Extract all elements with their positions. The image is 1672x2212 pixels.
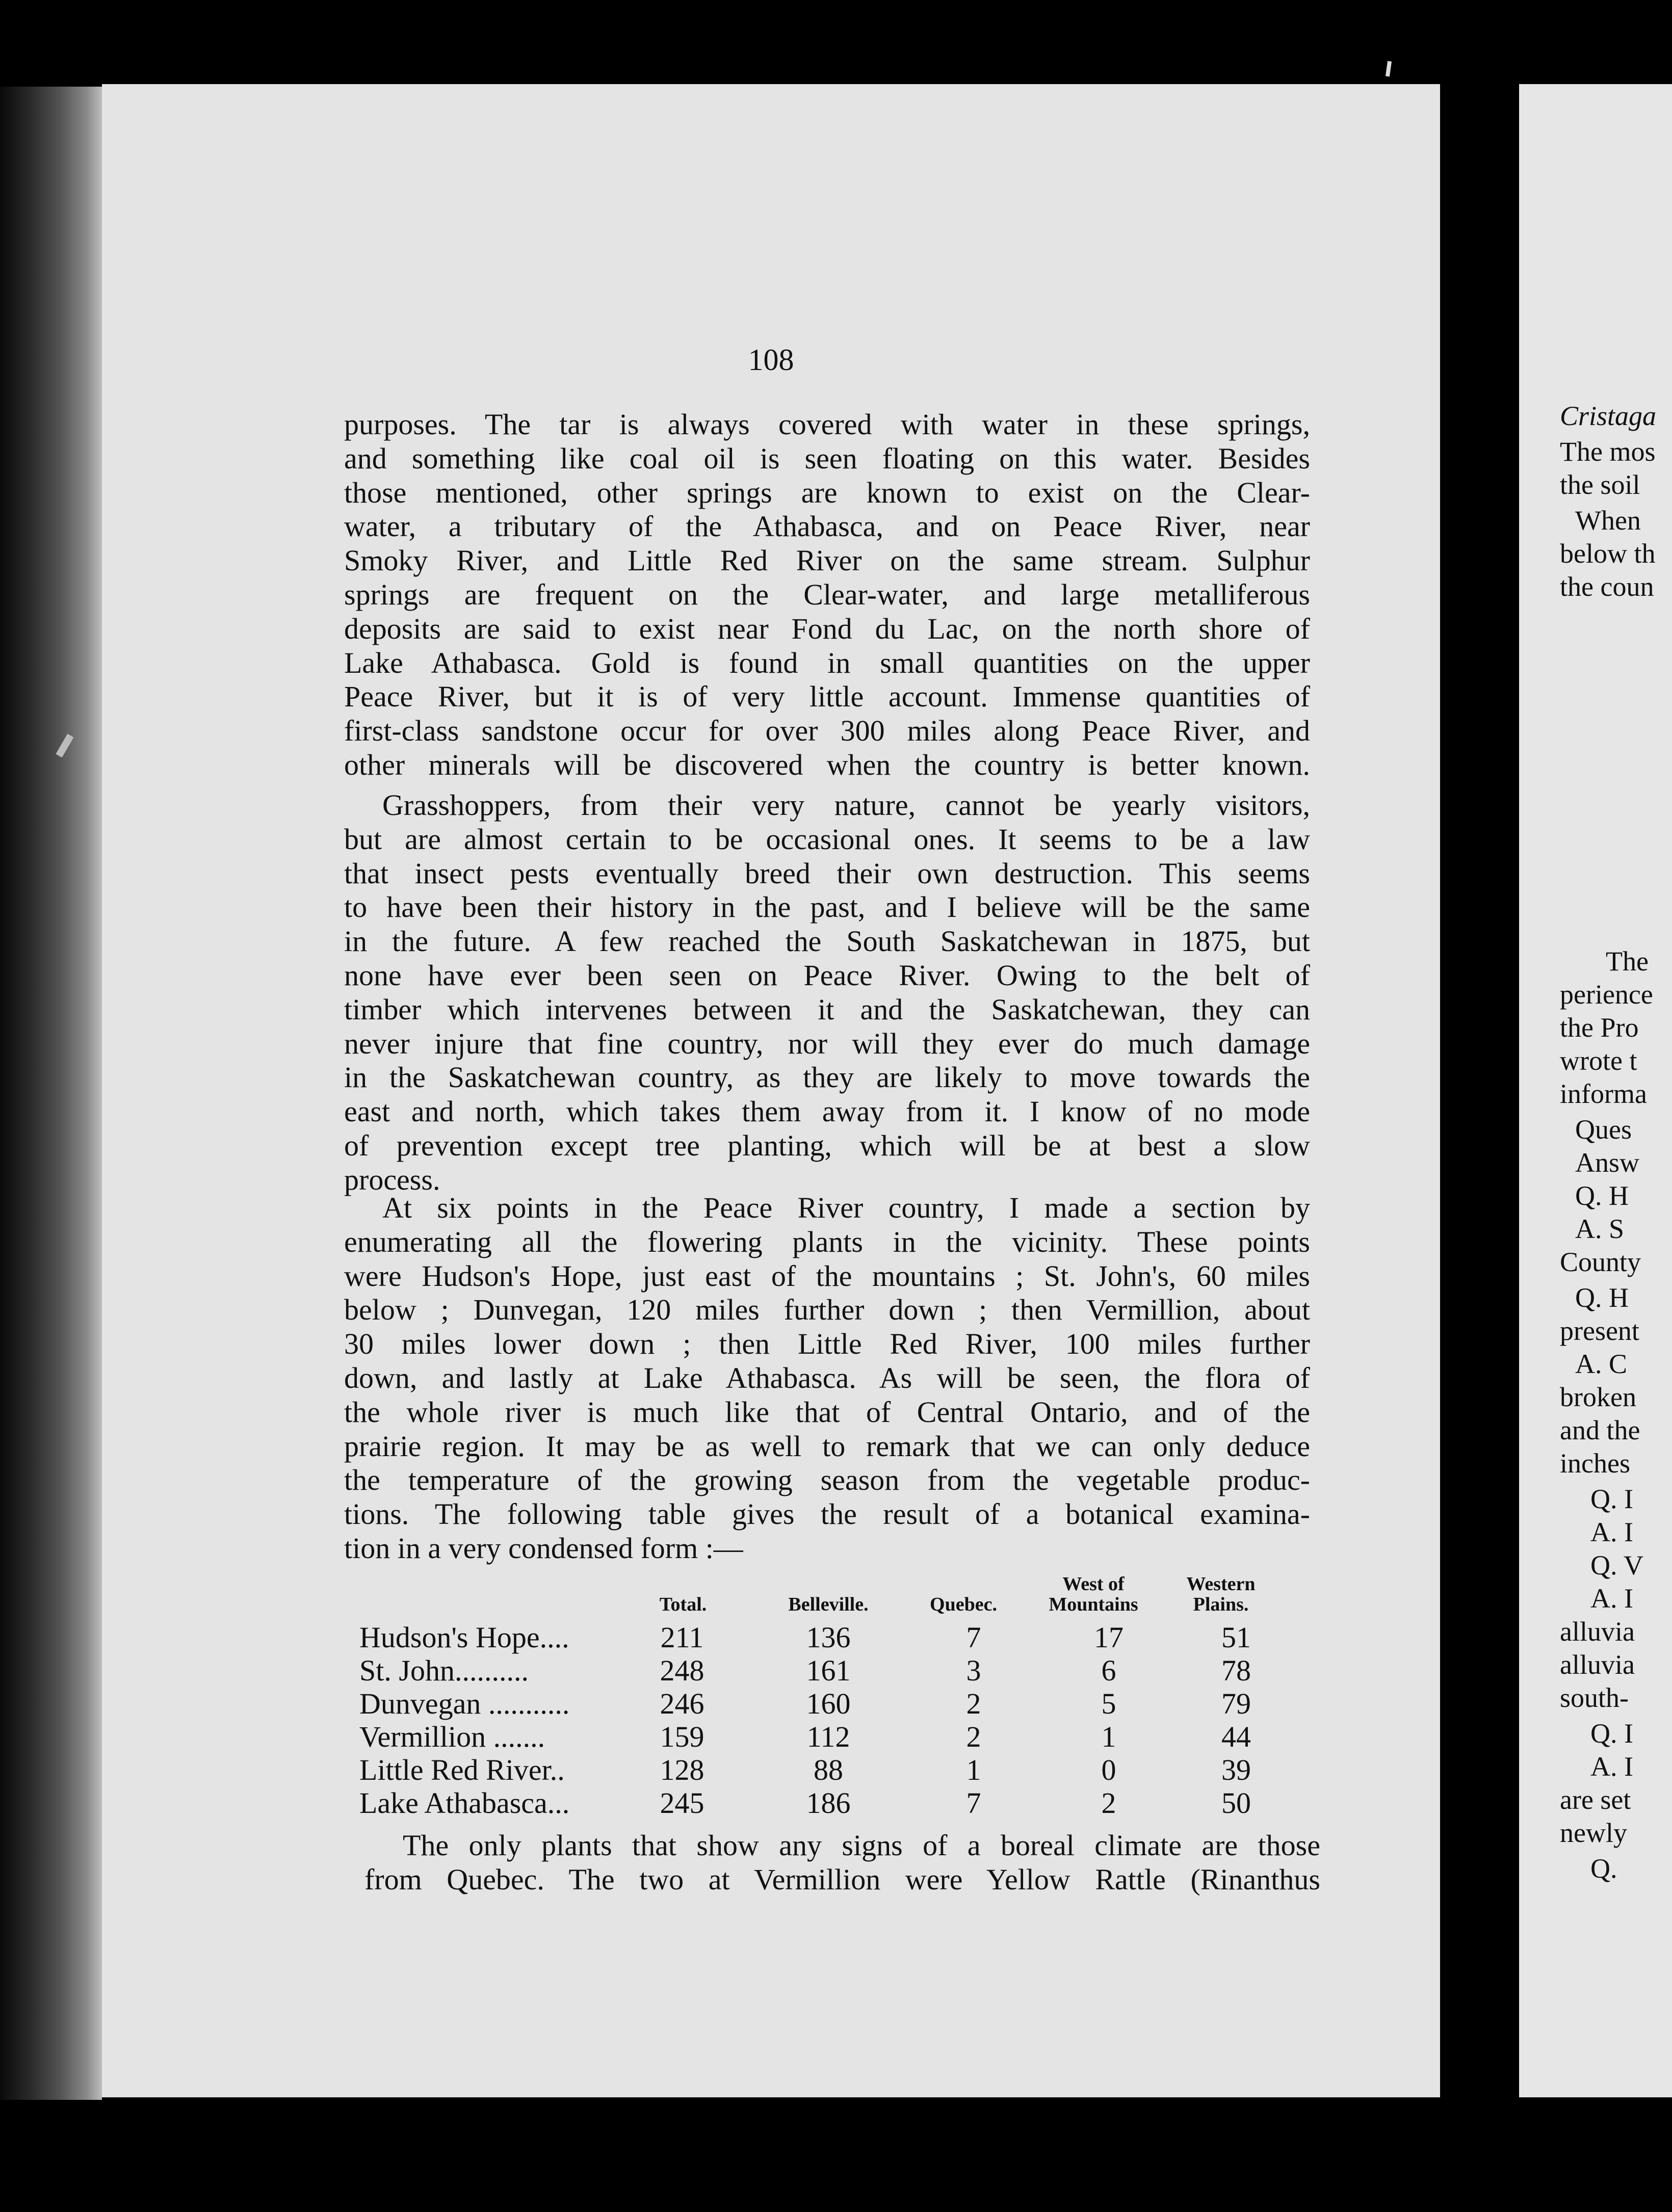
text-line: 30 miles lower down ; then Little Red River, 100 miles further <box>344 1327 1310 1361</box>
right-page-fragment: wrote t <box>1560 1045 1637 1076</box>
right-page-fragment: Q. H <box>1575 1282 1629 1313</box>
right-page-fragment: and the <box>1560 1415 1640 1445</box>
table-header-quebec: Quebec. <box>930 1594 997 1615</box>
right-page-fragment: south- <box>1560 1682 1629 1713</box>
right-page-edge <box>1519 84 1672 2097</box>
text-line: timber which intervenes between it and the Saskatchewan, they can <box>344 992 1310 1026</box>
right-page-fragment: When <box>1575 505 1641 536</box>
right-page-fragment: the Pro <box>1560 1012 1639 1043</box>
text-line: water, a tributary of the Athabasca, and on Peace River, near <box>344 510 1310 543</box>
right-page-fragment: Answ <box>1575 1147 1640 1178</box>
text-line: those mentioned, other springs are known to exist on the Clear- <box>344 476 1310 509</box>
right-page-fragment: present <box>1560 1315 1639 1346</box>
table-cell-western-plains: 39 <box>1221 1753 1251 1786</box>
table-cell-western-plains: 79 <box>1221 1687 1251 1720</box>
right-page-fragment: Q. I <box>1590 1718 1633 1749</box>
table-cell-quebec: 2 <box>966 1687 981 1720</box>
right-page-fragment: A. S <box>1575 1214 1625 1244</box>
right-page-fragment: broken <box>1560 1382 1636 1412</box>
text-line: down, and lastly at Lake Athabasca. As will be seen, the flora of <box>344 1361 1310 1394</box>
right-page-fragment: The <box>1606 946 1649 977</box>
right-page-fragment: The mos <box>1560 436 1656 467</box>
right-page-fragment: the soil <box>1560 469 1640 500</box>
table-header-belleville: Belleville. <box>788 1594 869 1615</box>
body-paragraph <box>344 788 1310 1197</box>
text-line: none have ever been seen on Peace River. Owing to the belt of <box>344 958 1310 992</box>
table-cell-total: 246 <box>660 1687 704 1720</box>
table-cell-total: 128 <box>660 1753 704 1786</box>
table-cell-belleville: 160 <box>806 1687 851 1720</box>
right-page-fragment: Cristaga <box>1560 401 1657 431</box>
text-line: in the Saskatchewan country, as they are likely to move towards the <box>344 1061 1310 1094</box>
table-cell-belleville: 136 <box>806 1621 851 1654</box>
table-cell-west-of-mountains: 17 <box>1094 1621 1124 1654</box>
right-page-fragment: A. C <box>1575 1349 1628 1379</box>
table-cell-quebec: 7 <box>966 1621 981 1654</box>
table-cell-western-plains: 78 <box>1221 1654 1251 1687</box>
text-line: At six points in the Peace River country, I made a section by <box>382 1191 1310 1224</box>
right-page-fragment: alluvia <box>1560 1649 1635 1680</box>
text-line: Lake Athabasca. Gold is found in small quantities on the upper <box>344 646 1310 679</box>
table-header-total: Total. <box>659 1594 707 1615</box>
table-cell-total: 248 <box>660 1654 704 1687</box>
right-page-fragment: Q. <box>1590 1853 1617 1884</box>
table-header-western-plains: Western Plains. <box>1186 1573 1256 1615</box>
table-cell-quebec: 2 <box>966 1720 981 1753</box>
text-line: east and north, which takes them away from it. I know of no mode <box>344 1095 1310 1128</box>
right-page-fragment: Q. V <box>1590 1550 1644 1581</box>
text-line: but are almost certain to be occasional ones. It seems to be a law <box>344 822 1310 856</box>
text-line: never injure that fine country, nor will they ever do much damage <box>344 1026 1310 1060</box>
table-cell-location: Hudson's Hope.... <box>359 1621 569 1654</box>
right-page-fragment: inches <box>1560 1448 1630 1479</box>
table-cell-belleville: 161 <box>806 1654 851 1687</box>
table-cell-quebec: 1 <box>966 1753 981 1786</box>
table-cell-west-of-mountains: 1 <box>1101 1720 1116 1753</box>
text-line: Smoky River, and Little Red River on the same stream. Sulphur <box>344 544 1310 577</box>
table-cell-belleville: 112 <box>806 1720 850 1753</box>
right-page-fragment: below th <box>1560 538 1656 569</box>
table-cell-western-plains: 50 <box>1221 1786 1251 1820</box>
table-cell-quebec: 7 <box>966 1786 981 1820</box>
text-line: The only plants that show any signs of a boreal climate are those <box>403 1829 1320 1862</box>
text-line: prairie region. It may be as well to remark that we can only deduce <box>344 1429 1310 1463</box>
table-cell-western-plains: 51 <box>1221 1621 1251 1654</box>
book-spine-shadow <box>0 87 102 2100</box>
text-line: other minerals will be discovered when the country is better known. <box>344 748 1310 781</box>
text-line: to have been their history in the past, and I believe will be the same <box>344 890 1310 924</box>
text-line: Peace River, but it is of very little account. Immense quantities of <box>344 680 1310 714</box>
body-paragraph <box>344 1191 1310 1566</box>
table-cell-location: Little Red River.. <box>359 1753 565 1786</box>
text-line: springs are frequent on the Clear-water, and large metalliferous <box>344 577 1310 611</box>
right-page-fragment: A. I <box>1590 1517 1633 1547</box>
table-cell-location: Vermillion ....... <box>359 1720 545 1753</box>
table-cell-total: 245 <box>660 1786 704 1820</box>
text-line: tions. The following table gives the result of a botanical examina- <box>344 1497 1310 1531</box>
text-line: below ; Dunvegan, 120 miles further down ; then Vermillion, about <box>344 1293 1310 1327</box>
text-line: enumerating all the flowering plants in the vicinity. These points <box>344 1225 1310 1258</box>
right-page-fragment: Ques <box>1575 1114 1632 1145</box>
table-cell-belleville: 88 <box>814 1753 843 1786</box>
table-cell-west-of-mountains: 5 <box>1101 1687 1116 1720</box>
text-line: were Hudson's Hope, just east of the mountains ; St. John's, 60 miles <box>344 1259 1310 1293</box>
text-line: Grasshoppers, from their very nature, cannot be yearly visitors, <box>382 788 1310 822</box>
text-line: first-class sandstone occur for over 300 miles along Peace River, and <box>344 714 1310 748</box>
table-cell-total: 211 <box>660 1621 704 1654</box>
right-page-fragment: A. I <box>1590 1583 1633 1614</box>
right-page-fragment: perience <box>1560 979 1653 1010</box>
text-line: and something like coal oil is seen floating on this water. Besides <box>344 441 1310 475</box>
right-page-fragment: County <box>1560 1247 1641 1277</box>
table-cell-west-of-mountains: 2 <box>1101 1786 1116 1820</box>
table-cell-location: Dunvegan ........... <box>359 1687 570 1720</box>
text-line: in the future. A few reached the South Saskatchewan in 1875, but <box>344 925 1310 958</box>
text-line: deposits are said to exist near Fond du Lac, on the north shore of <box>344 612 1310 645</box>
text-line: that insect pests eventually breed their own destruction. This seems <box>344 856 1310 890</box>
text-line: of prevention except tree planting, which will be at best a slow <box>344 1128 1310 1162</box>
scan-artifact-mark <box>1386 61 1392 77</box>
text-line: process. <box>344 1163 440 1196</box>
table-cell-western-plains: 44 <box>1221 1720 1251 1753</box>
body-paragraph <box>364 1829 1320 1897</box>
right-page-fragment: newly <box>1560 1818 1627 1848</box>
right-page-fragment: informa <box>1560 1078 1647 1109</box>
text-line: the whole river is much like that of Central Ontario, and of the <box>344 1395 1310 1429</box>
body-paragraph <box>344 408 1310 782</box>
right-page-fragment: are set <box>1560 1784 1631 1815</box>
table-cell-belleville: 186 <box>806 1786 851 1820</box>
page-number: 108 <box>748 343 794 377</box>
table-cell-west-of-mountains: 6 <box>1101 1654 1116 1687</box>
table-cell-quebec: 3 <box>966 1654 981 1687</box>
table-cell-location: St. John.......... <box>359 1654 529 1687</box>
text-line: from Quebec. The two at Vermillion were Yellow Rattle (Rinanthus <box>364 1862 1320 1896</box>
text-line: the temperature of the growing season from the vegetable produc- <box>344 1463 1310 1497</box>
right-page-fragment: Q. H <box>1575 1180 1629 1211</box>
table-cell-location: Lake Athabasca... <box>359 1786 570 1820</box>
right-page-fragment: alluvia <box>1560 1616 1635 1647</box>
right-page-fragment: Q. I <box>1590 1484 1633 1514</box>
right-page-fragment: A. I <box>1590 1751 1633 1782</box>
text-line: purposes. The tar is always covered with water in these springs, <box>344 408 1310 441</box>
text-line: tion in a very condensed form :— <box>344 1531 743 1565</box>
right-page-fragment: the coun <box>1560 571 1654 602</box>
table-header-west-of-mountains: West of Mountains <box>1049 1573 1138 1615</box>
table-cell-total: 159 <box>660 1720 704 1753</box>
table-cell-west-of-mountains: 0 <box>1101 1753 1116 1786</box>
